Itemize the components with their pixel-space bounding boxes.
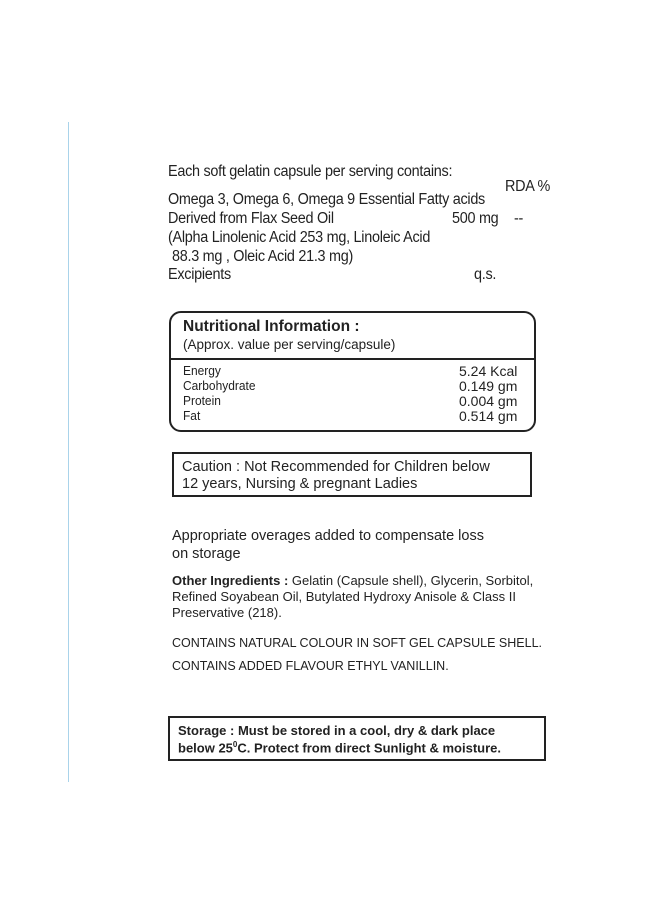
composition-heading: Each soft gelatin capsule per serving contains: (168, 163, 453, 180)
flavour-notice: CONTAINS ADDED FLAVOUR ETHYL VANILLIN. (172, 659, 449, 673)
storage-line-2-post: C. Protect from direct Sunlight & moisture. (237, 740, 502, 756)
nutrition-title: Nutritional Information : (183, 318, 360, 335)
overages-line-1: Appropriate overages added to compensate loss (172, 528, 484, 544)
composition-line-3: (Alpha Linolenic Acid 253 mg, Linoleic Acid (168, 229, 431, 246)
other-ingredients-line-2: Refined Soyabean Oil, Butylated Hydroxy Anisole & Class II (172, 589, 516, 604)
excipients-label: Excipients (168, 266, 231, 283)
nutrition-row-label: Fat (183, 408, 201, 423)
rda-header: RDA % (505, 178, 551, 195)
caution-box (172, 452, 532, 497)
composition-line-2-qty: 500 mg (452, 210, 499, 227)
nutrition-row-value: 5.24 Kcal (459, 363, 518, 379)
nutrition-box (169, 311, 536, 432)
nutrition-row-value: 0.004 gm (459, 393, 518, 409)
degree-superscript: 0 (232, 740, 238, 749)
nutrition-row-label: Energy (183, 363, 221, 378)
nutrition-row-value: 0.514 gm (459, 408, 518, 424)
composition-line-1: Omega 3, Omega 6, Omega 9 Essential Fatty acids (168, 191, 485, 208)
colour-notice: CONTAINS NATURAL COLOUR IN SOFT GEL CAPSULE SHELL. (172, 636, 542, 650)
other-ingredients-label: Other Ingredients : (172, 573, 289, 588)
caution-line-1: Caution : Not Recommended for Children below (182, 459, 490, 475)
left-edge-line (68, 122, 69, 782)
storage-line-2 (178, 740, 501, 755)
storage-box (168, 716, 546, 761)
composition-line-2-rda: -- (514, 210, 524, 227)
nutrition-row-label: Carbohydrate (183, 378, 256, 393)
excipients-qty: q.s. (474, 266, 497, 283)
nutrition-row-value: 0.149 gm (459, 378, 518, 394)
other-ingredients-line-3: Preservative (218). (172, 605, 282, 620)
other-ingredients-text-1: Gelatin (Capsule shell), Glycerin, Sorbitol, (291, 573, 534, 588)
storage-line-1: Storage : Must be stored in a cool, dry & dark place (178, 723, 496, 738)
storage-line-2-pre: below 25 (178, 740, 233, 756)
nutrition-header (171, 313, 534, 360)
nutrition-subtitle: (Approx. value per serving/capsule) (183, 337, 396, 352)
nutrition-row-label: Protein (183, 393, 221, 408)
caution-line-2: 12 years, Nursing & pregnant Ladies (182, 476, 418, 492)
other-ingredients-line-1 (172, 573, 533, 588)
composition-line-4: 88.3 mg , Oleic Acid 21.3 mg) (172, 248, 354, 265)
overages-line-2: on storage (172, 546, 241, 562)
composition-line-2-name: Derived from Flax Seed Oil (168, 210, 334, 227)
